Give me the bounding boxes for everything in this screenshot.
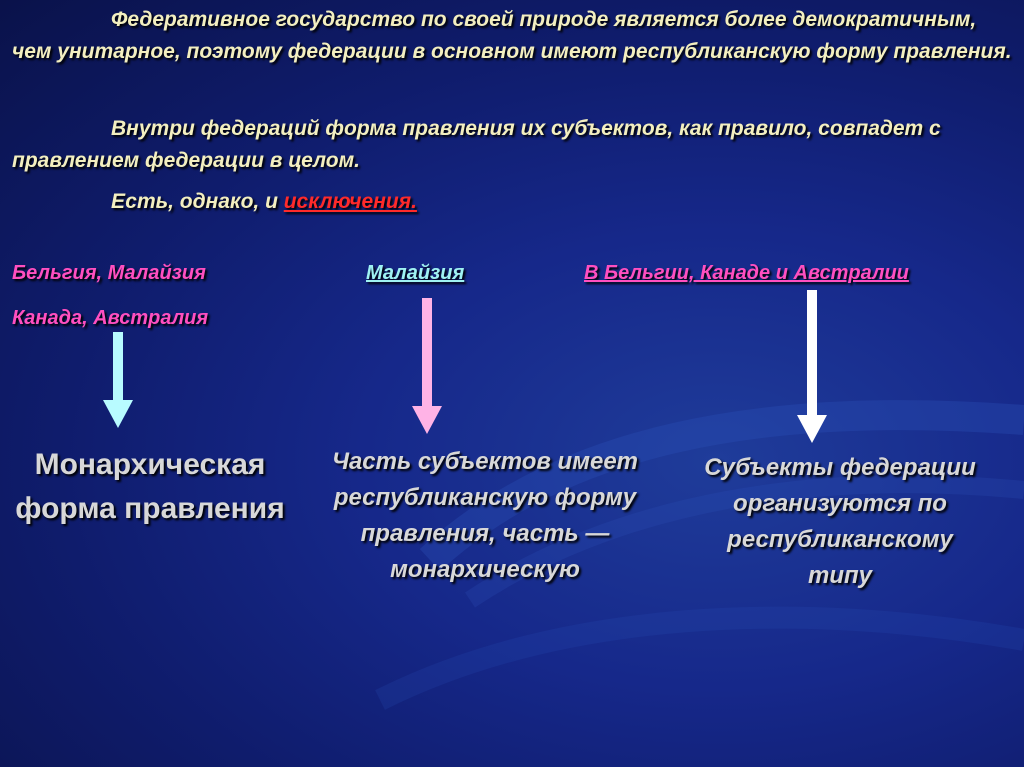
middle-arrow-down-icon — [412, 298, 442, 436]
intro-paragraph-1 — [12, 4, 1012, 68]
right-result-text: Субъекты федерации организуются по республиканскому типу — [704, 454, 976, 589]
intro-paragraph-3 — [12, 186, 1012, 218]
intro-paragraph-2 — [12, 113, 1012, 177]
intro-text-3: Есть, однако, и — [111, 190, 284, 213]
left-column-label-line1: Бельгия, Малайзия — [12, 262, 206, 284]
intro-text-2: Внутри федераций форма правления их субъектов, как правило, совпадет с правлением федерации в целом. — [12, 117, 941, 172]
intro-text-1: Федеративное государство по своей природе является более демократичным, чем унитарное, поэтому федерации в основном имеют республиканскую форму правления. — [12, 8, 1012, 63]
left-arrow-down-icon — [103, 332, 133, 430]
right-column-label: В Бельгии, Канаде и Австралии — [584, 262, 909, 284]
left-column-label-line2: Канада, Австралия — [12, 307, 209, 329]
left-result-text: Монархическая форма правления — [15, 448, 285, 525]
middle-result-text: Часть субъектов имеет республиканскую форму правления, часть — монархическую — [331, 448, 639, 583]
exceptions-link[interactable]: исключения. — [283, 190, 417, 213]
right-arrow-down-icon — [797, 290, 827, 445]
middle-column-label: Малайзия — [366, 262, 465, 284]
